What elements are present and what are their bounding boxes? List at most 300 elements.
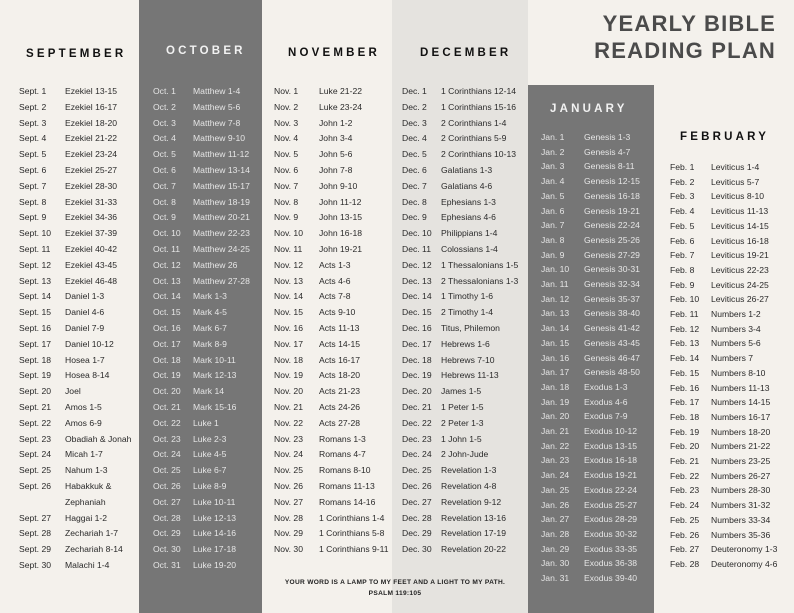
reading-passage: Romans 4-7 — [319, 449, 366, 460]
october-heading: OCTOBER — [166, 45, 246, 57]
reading-passage: Haggai 1-2 — [65, 512, 108, 523]
reading-passage: Ezekiel 16-17 — [65, 101, 118, 112]
reading-passage: 1 Timothy 1-6 — [441, 291, 494, 302]
reading-passage: Revelation 4-8 — [441, 481, 497, 491]
reading-passage: Hosea 1-7 — [65, 354, 105, 365]
reading-date: Nov. 2 — [274, 101, 299, 112]
reading-date: Oct. 27 — [153, 496, 181, 507]
reading-date: Feb. 20 — [670, 441, 700, 452]
reading-passage: Numbers 18-20 — [711, 426, 771, 437]
reading-passage: Luke 17-18 — [193, 544, 237, 555]
reading-passage: Luke 2-3 — [193, 433, 227, 444]
reading-passage: Leviticus 5-7 — [711, 176, 760, 187]
reading-date: Nov. 10 — [274, 228, 303, 239]
reading-passage: 1 Corinthians 15-16 — [441, 101, 517, 112]
reading-date: Jan. 22 — [541, 440, 570, 451]
reading-passage: 2 Peter 1-3 — [441, 417, 484, 428]
reading-date: Sept. 30 — [19, 560, 52, 570]
reading-passage: Genesis 35-37 — [584, 293, 640, 304]
reading-passage: Matthew 1-4 — [193, 86, 241, 96]
reading-date: Oct. 7 — [153, 180, 176, 191]
reading-row — [670, 248, 788, 263]
reading-passage: 1 Peter 1-5 — [441, 402, 484, 412]
reading-row — [670, 263, 788, 278]
reading-row — [670, 395, 788, 410]
reading-passage: Leviticus 1-4 — [711, 162, 760, 172]
reading-date: Oct. 8 — [153, 196, 176, 207]
reading-date: Sept. 25 — [19, 465, 52, 476]
reading-passage: Genesis 12-15 — [584, 176, 640, 187]
reading-date: Nov. 25 — [274, 465, 303, 476]
reading-row — [670, 160, 788, 175]
reading-date: Sept. 22 — [19, 417, 52, 428]
reading-passage: Numbers 1-2 — [711, 309, 761, 319]
reading-passage: Mark 10-11 — [193, 354, 236, 365]
reading-passage: Exodus 7-9 — [584, 411, 628, 422]
reading-date: Jan. 23 — [541, 455, 570, 466]
reading-date: Dec. 12 — [402, 259, 432, 270]
reading-passage: Daniel 7-9 — [65, 323, 105, 333]
reading-passage: Acts 4-6 — [319, 275, 351, 286]
reading-passage: John 13-15 — [319, 212, 363, 223]
reading-passage: Numbers 23-25 — [711, 456, 771, 466]
reading-passage: 1 Corinthians 9-11 — [319, 544, 389, 555]
reading-date: Nov. 23 — [274, 433, 303, 444]
reading-date: Oct. 1 — [153, 86, 176, 96]
reading-date: Dec. 5 — [402, 149, 427, 160]
reading-row — [670, 410, 788, 425]
reading-date: Feb. 12 — [670, 323, 700, 334]
reading-date: Feb. 7 — [670, 250, 695, 261]
reading-passage: Numbers 11-13 — [711, 382, 770, 393]
reading-row — [670, 542, 788, 557]
reading-date: Dec. 11 — [402, 244, 431, 254]
reading-passage: Mark 12-13 — [193, 370, 237, 381]
reading-date: Oct. 14 — [153, 291, 181, 302]
reading-date: Sept. 28 — [19, 528, 52, 539]
reading-date: Sept. 9 — [19, 212, 47, 223]
reading-passage: Leviticus 19-21 — [711, 250, 769, 261]
reading-passage: Leviticus 11-13 — [711, 206, 769, 217]
reading-date: Jan. 28 — [541, 528, 570, 539]
reading-date: Oct. 9 — [153, 212, 176, 223]
reading-passage: Genesis 16-18 — [584, 190, 640, 201]
reading-passage: Ezekiel 25-27 — [65, 165, 118, 175]
reading-date: Dec. 25 — [402, 465, 432, 476]
reading-date: Jan. 14 — [541, 323, 570, 334]
reading-passage: 2 Thessalonians 1-3 — [441, 275, 519, 286]
reading-date: Oct. 2 — [153, 101, 176, 112]
reading-date: Dec. 24 — [402, 449, 432, 460]
reading-passage: Luke 8-9 — [193, 481, 227, 491]
reading-passage: Exodus 10-12 — [584, 426, 638, 436]
reading-date: Sept. 24 — [19, 449, 52, 460]
reading-date: Feb. 21 — [670, 456, 700, 466]
reading-date: Oct. 12 — [153, 259, 181, 270]
reading-date: Jan. 15 — [541, 337, 570, 348]
reading-passage: Matthew 27-28 — [193, 275, 250, 286]
reading-passage: Numbers 5-6 — [711, 338, 761, 349]
reading-passage: Hosea 8-14 — [65, 370, 110, 381]
reading-date: Jan. 17 — [541, 367, 570, 378]
reading-passage: Exodus 13-15 — [584, 440, 638, 451]
reading-passage: Numbers 26-27 — [711, 470, 771, 481]
reading-passage: Acts 7-8 — [319, 291, 351, 302]
reading-date: Oct. 22 — [153, 417, 181, 428]
december-heading: DECEMBER — [420, 47, 512, 59]
reading-passage: Hebrews 7-10 — [441, 354, 495, 365]
reading-date: Nov. 20 — [274, 386, 303, 397]
reading-date: Jan. 27 — [541, 514, 570, 525]
reading-passage: 1 Thessalonians 1-5 — [441, 259, 519, 270]
reading-date: Oct. 21 — [153, 402, 181, 412]
reading-passage: Ezekiel 34-36 — [65, 212, 118, 223]
reading-passage: John 1-2 — [319, 117, 353, 128]
reading-date: Feb. 27 — [670, 544, 700, 555]
reading-passage: Hebrews 11-13 — [441, 370, 499, 381]
reading-date: Nov. 1 — [274, 86, 299, 96]
reading-passage: Romans 11-13 — [319, 481, 375, 491]
reading-date: Dec. 19 — [402, 370, 432, 381]
reading-date: Jan. 9 — [541, 249, 565, 260]
reading-passage: Revelation 17-19 — [441, 528, 506, 539]
reading-passage: Luke 23-24 — [319, 101, 363, 112]
reading-date: Nov. 17 — [274, 338, 303, 349]
reading-passage: 2 Corinthians 10-13 — [441, 149, 517, 160]
reading-date: Feb. 3 — [670, 191, 695, 202]
reading-passage: Genesis 43-45 — [584, 337, 640, 348]
reading-date: Jan. 10 — [541, 264, 570, 275]
reading-passage: Exodus 33-35 — [584, 543, 638, 554]
reading-date: Jan. 25 — [541, 484, 570, 495]
reading-row — [670, 498, 788, 513]
reading-date: Nov. 14 — [274, 291, 303, 302]
reading-date: Dec. 3 — [402, 117, 427, 128]
reading-passage: Genesis 32-34 — [584, 279, 640, 289]
reading-date: Feb. 11 — [670, 309, 699, 319]
reading-passage: Nahum 1-3 — [65, 465, 108, 476]
reading-passage: Matthew 11-12 — [193, 149, 250, 160]
reading-date: Jan. 5 — [541, 190, 565, 201]
reading-passage: 2 Timothy 1-4 — [441, 307, 494, 318]
reading-date: Feb. 5 — [670, 220, 695, 231]
reading-date: Feb. 17 — [670, 397, 700, 408]
reading-passage: Acts 1-3 — [319, 259, 351, 270]
reading-date: Sept. 16 — [19, 323, 52, 333]
reading-passage: Genesis 1-3 — [584, 132, 631, 142]
reading-passage: Mark 15-16 — [193, 402, 237, 412]
reading-passage: Leviticus 14-15 — [711, 220, 769, 231]
reading-passage: Joel — [65, 386, 81, 397]
reading-passage: Amos 1-5 — [65, 402, 102, 412]
reading-passage: Luke 4-5 — [193, 449, 227, 460]
reading-date: Dec. 2 — [402, 101, 427, 112]
reading-date: Dec. 16 — [402, 323, 432, 333]
scripture-quote — [262, 577, 528, 599]
reading-passage: Ezekiel 21-22 — [65, 133, 118, 144]
reading-date: Dec. 14 — [402, 291, 432, 302]
reading-date: Nov. 26 — [274, 481, 303, 491]
reading-passage: 2 Corinthians 1-4 — [441, 117, 507, 128]
reading-passage: Luke 19-20 — [193, 560, 237, 570]
reading-date: Feb. 2 — [670, 176, 695, 187]
reading-date: Feb. 4 — [670, 206, 695, 217]
reading-date: Jan. 7 — [541, 220, 565, 231]
reading-date: Jan. 12 — [541, 293, 570, 304]
reading-passage: Habakkuk & Zephaniah — [65, 481, 112, 507]
reading-date: Nov. 24 — [274, 449, 303, 460]
reading-passage: Mark 8-9 — [193, 338, 227, 349]
reading-passage: Genesis 22-24 — [584, 220, 640, 231]
reading-date: Dec. 7 — [402, 180, 427, 191]
reading-passage: Deuteronomy 4-6 — [711, 558, 778, 569]
reading-date: Nov. 4 — [274, 133, 299, 144]
reading-row — [670, 439, 788, 454]
reading-date: Dec. 22 — [402, 417, 432, 428]
reading-date: Jan. 2 — [541, 146, 565, 157]
reading-date: Nov. 19 — [274, 370, 303, 381]
reading-passage: Acts 27-28 — [319, 417, 361, 428]
reading-passage: Genesis 48-50 — [584, 367, 640, 378]
reading-date: Feb. 23 — [670, 485, 700, 496]
reading-row — [670, 513, 788, 528]
reading-passage: Malachi 1-4 — [65, 560, 110, 570]
reading-passage: Genesis 38-40 — [584, 308, 640, 319]
reading-passage: 2 Corinthians 5-9 — [441, 133, 507, 144]
reading-row — [670, 322, 788, 337]
reading-row — [670, 483, 788, 498]
reading-passage: Genesis 19-21 — [584, 205, 640, 216]
reading-passage: Exodus 39-40 — [584, 573, 638, 583]
reading-passage: Genesis 41-42 — [584, 323, 640, 334]
reading-passage: Mark 6-7 — [193, 323, 227, 333]
reading-date: Nov. 6 — [274, 165, 299, 175]
reading-row — [670, 351, 788, 366]
reading-passage: Exodus 1-3 — [584, 381, 628, 392]
reading-passage: Numbers 28-30 — [711, 485, 771, 496]
reading-passage: Mark 4-5 — [193, 307, 227, 318]
reading-passage: Genesis 25-26 — [584, 234, 640, 245]
reading-passage: Acts 14-15 — [319, 338, 361, 349]
reading-date: Oct. 17 — [153, 338, 181, 349]
reading-date: Nov. 18 — [274, 354, 303, 365]
reading-date: Nov. 21 — [274, 402, 303, 412]
reading-date: Oct. 6 — [153, 165, 176, 175]
reading-date: Sept. 14 — [19, 291, 52, 302]
reading-date: Oct. 20 — [153, 386, 181, 397]
reading-passage: Numbers 14-15 — [711, 397, 771, 408]
reading-passage: Exodus 30-32 — [584, 528, 638, 539]
february-heading: FEBRUARY — [680, 131, 770, 143]
reading-date: Sept. 7 — [19, 180, 47, 191]
reading-passage: Matthew 20-21 — [193, 212, 250, 223]
reading-date: Jan. 30 — [541, 558, 570, 569]
reading-passage: Exodus 25-27 — [584, 499, 638, 510]
reading-passage: Zechariah 1-7 — [65, 528, 119, 539]
reading-passage: Ezekiel 13-15 — [65, 86, 118, 96]
reading-passage: Philippians 1-4 — [441, 228, 498, 239]
reading-passage: Acts 16-17 — [319, 354, 361, 365]
reading-date: Feb. 22 — [670, 470, 700, 481]
november-heading: NOVEMBER — [288, 47, 381, 59]
reading-date: Oct. 24 — [153, 449, 181, 460]
reading-passage: Genesis 4-7 — [584, 146, 631, 157]
reading-date: Feb. 9 — [670, 279, 695, 290]
reading-passage: Ezekiel 28-30 — [65, 180, 118, 191]
reading-passage: Ezekiel 23-24 — [65, 149, 118, 160]
reading-passage: Leviticus 22-23 — [711, 264, 769, 275]
reading-passage: Acts 18-20 — [319, 370, 361, 381]
reading-date: Nov. 9 — [274, 212, 299, 223]
reading-passage: Ephesians 1-3 — [441, 196, 496, 207]
reading-passage: Numbers 3-4 — [711, 323, 761, 334]
reading-date: Dec. 23 — [402, 433, 432, 444]
reading-passage: Leviticus 24-25 — [711, 279, 769, 290]
reading-passage: Ezekiel 46-48 — [65, 275, 118, 286]
reading-passage: Luke 10-11 — [193, 496, 236, 507]
reading-date: Sept. 26 — [19, 481, 52, 491]
reading-passage: James 1-5 — [441, 386, 482, 397]
reading-date: Dec. 15 — [402, 307, 432, 318]
reading-passage: Luke 14-16 — [193, 528, 237, 539]
reading-date: Sept. 23 — [19, 433, 52, 444]
reading-date: Dec. 29 — [402, 528, 432, 539]
reading-passage: Luke 1 — [193, 417, 219, 428]
reading-date: Nov. 13 — [274, 275, 303, 286]
reading-passage: Ezekiel 31-33 — [65, 196, 118, 207]
reading-passage: Matthew 5-6 — [193, 101, 241, 112]
reading-date: Sept. 13 — [19, 275, 52, 286]
reading-passage: Revelation 1-3 — [441, 465, 497, 476]
reading-date: Dec. 6 — [402, 165, 427, 175]
reading-date: Dec. 17 — [402, 338, 432, 349]
reading-date: Jan. 4 — [541, 176, 565, 187]
reading-date: Sept. 27 — [19, 512, 52, 523]
reading-date: Feb. 25 — [670, 514, 700, 525]
reading-passage: Micah 1-7 — [65, 449, 103, 460]
reading-date: Sept. 20 — [19, 386, 52, 397]
september-heading: SEPTEMBER — [26, 48, 127, 60]
reading-date: Nov. 30 — [274, 544, 303, 555]
reading-date: Jan. 16 — [541, 352, 570, 363]
reading-date: Feb. 6 — [670, 235, 695, 246]
reading-passage: Matthew 13-14 — [193, 165, 250, 175]
reading-passage: 1 Corinthians 1-4 — [319, 512, 385, 523]
reading-passage: Genesis 8-11 — [584, 161, 635, 172]
reading-passage: Acts 9-10 — [319, 307, 356, 318]
reading-date: Oct. 11 — [153, 244, 181, 254]
reading-date: Feb. 14 — [670, 353, 700, 364]
quote-reference: PSALM 119:105 — [368, 590, 422, 597]
reading-passage: Genesis 27-29 — [584, 249, 640, 260]
reading-passage: Numbers 35-36 — [711, 529, 771, 540]
reading-passage: Luke 6-7 — [193, 465, 227, 476]
reading-passage: Deuteronomy 1-3 — [711, 544, 778, 555]
reading-passage: Leviticus 16-18 — [711, 235, 769, 246]
reading-date: Dec. 27 — [402, 496, 432, 507]
reading-passage: Titus, Philemon — [441, 323, 500, 333]
reading-date: Sept. 8 — [19, 196, 47, 207]
reading-date: Dec. 1 — [402, 86, 427, 96]
reading-passage: Exodus 19-21 — [584, 470, 638, 481]
reading-passage: John 7-8 — [319, 165, 353, 175]
reading-passage: John 16-18 — [319, 228, 363, 239]
reading-date: Oct. 29 — [153, 528, 181, 539]
reading-passage: Ephesians 4-6 — [441, 212, 496, 223]
reading-date: Sept. 1 — [19, 86, 47, 96]
reading-date: Oct. 16 — [153, 323, 181, 333]
reading-passage: Acts 24-26 — [319, 402, 361, 412]
reading-passage: Daniel 4-6 — [65, 307, 105, 318]
reading-date: Feb. 16 — [670, 382, 700, 393]
reading-date: Sept. 29 — [19, 544, 52, 555]
reading-passage: Mark 14 — [193, 386, 225, 397]
reading-passage: Numbers 33-34 — [711, 514, 771, 525]
reading-passage: Numbers 8-10 — [711, 367, 766, 378]
reading-date: Nov. 11 — [274, 244, 303, 254]
january-heading: JANUARY — [550, 103, 628, 115]
reading-date: Jan. 6 — [541, 205, 565, 216]
reading-date: Feb. 26 — [670, 529, 700, 540]
reading-date: Jan. 1 — [541, 132, 565, 142]
reading-passage: Numbers 31-32 — [711, 500, 771, 511]
reading-row — [670, 204, 788, 219]
reading-row — [670, 219, 788, 234]
reading-date: Oct. 28 — [153, 512, 181, 523]
reading-date: Nov. 3 — [274, 117, 299, 128]
reading-passage: Luke 12-13 — [193, 512, 237, 523]
reading-date: Dec. 4 — [402, 133, 427, 144]
reading-date: Dec. 13 — [402, 275, 432, 286]
reading-passage: Numbers 7 — [711, 353, 754, 364]
reading-date: Sept. 6 — [19, 165, 47, 175]
reading-passage: Amos 6-9 — [65, 417, 102, 428]
reading-passage: Matthew 18-19 — [193, 196, 250, 207]
reading-passage: Colossians 1-4 — [441, 244, 498, 254]
reading-date: Feb. 19 — [670, 426, 700, 437]
reading-date: Jan. 13 — [541, 308, 570, 319]
reading-date: Nov. 8 — [274, 196, 299, 207]
reading-passage: John 11-12 — [319, 196, 362, 207]
reading-date: Oct. 15 — [153, 307, 181, 318]
reading-date: Jan. 31 — [541, 573, 570, 583]
reading-passage: Revelation 9-12 — [441, 496, 502, 507]
reading-date: Feb. 28 — [670, 558, 700, 569]
reading-date: Jan. 8 — [541, 234, 565, 245]
reading-date: Oct. 18 — [153, 354, 181, 365]
reading-row — [670, 278, 788, 293]
reading-date: Dec. 10 — [402, 228, 432, 239]
reading-date: Jan. 18 — [541, 381, 570, 392]
reading-date: Sept. 11 — [19, 244, 51, 254]
reading-passage: Galatians 1-3 — [441, 165, 493, 175]
reading-passage: Exodus 22-24 — [584, 484, 638, 495]
reading-row — [670, 175, 788, 190]
reading-row — [670, 366, 788, 381]
reading-passage: Ezekiel 37-39 — [65, 228, 118, 239]
reading-passage: Revelation 20-22 — [441, 544, 506, 555]
reading-date: Oct. 23 — [153, 433, 181, 444]
reading-passage: Matthew 26 — [193, 259, 238, 270]
reading-passage: Genesis 30-31 — [584, 264, 640, 275]
reading-passage: Exodus 36-38 — [584, 558, 638, 569]
reading-row — [670, 336, 788, 351]
reading-date: Oct. 25 — [153, 465, 181, 476]
quote-text: YOUR WORD IS A LAMP TO MY FEET AND A LIGHT TO MY PATH. — [284, 579, 506, 586]
reading-passage: Acts 11-13 — [319, 323, 360, 333]
reading-passage: Exodus 4-6 — [584, 396, 628, 407]
reading-passage: Matthew 24-25 — [193, 244, 250, 254]
